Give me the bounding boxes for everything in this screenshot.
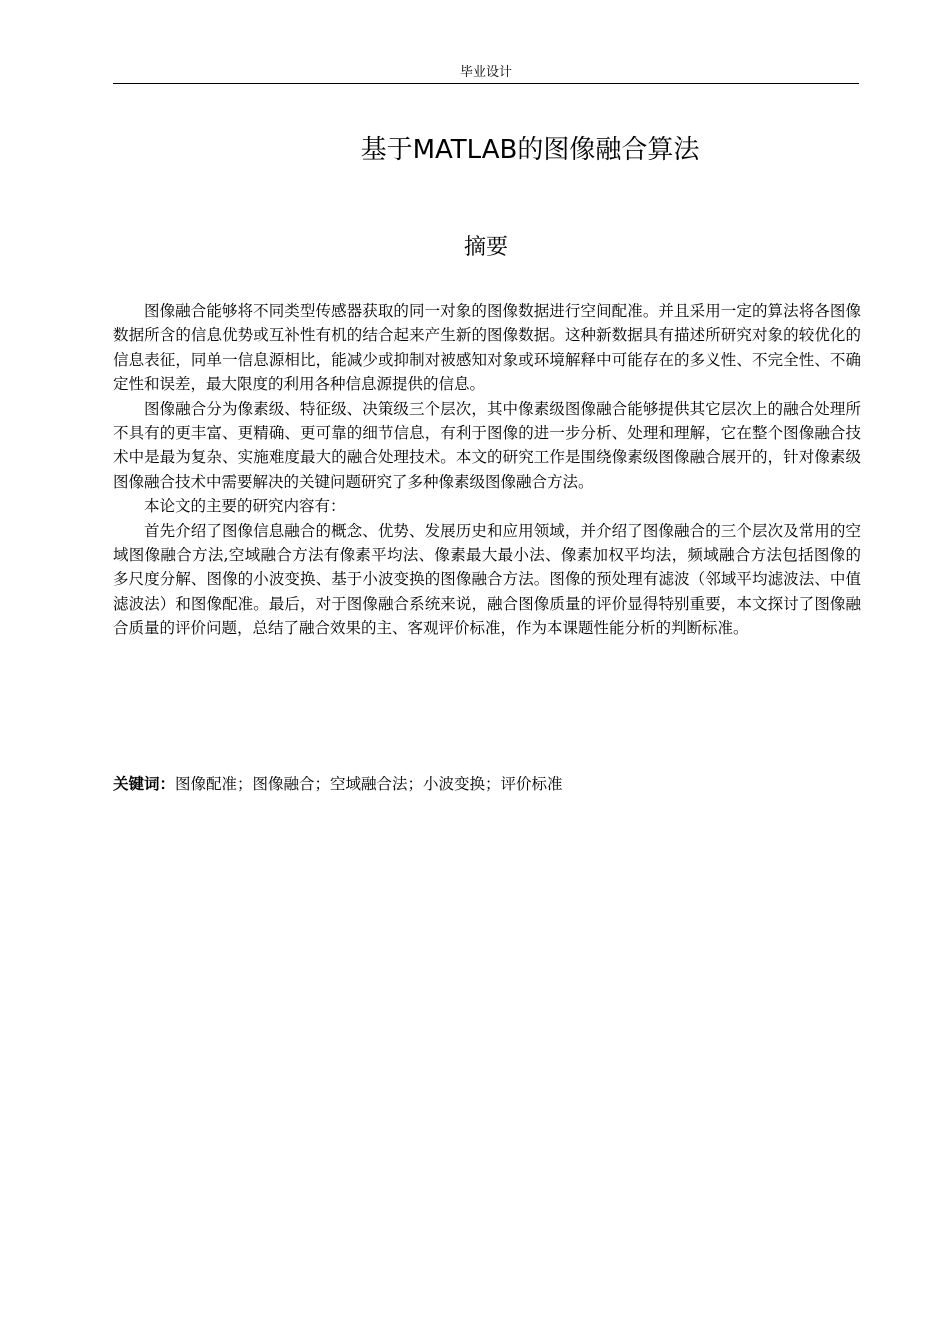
document-title: 基于MATLAB的图像融合算法 (360, 135, 700, 165)
keywords-label: 关键词： (113, 775, 176, 793)
abstract-heading: 摘要 (463, 235, 508, 260)
header-divider (113, 83, 859, 84)
abstract-paragraph-2: 图像融合分为像素级、特征级、决策级三个层次，其中像素级图像融合能够提供其它层次上的融合处理所不具有的更丰富、更精确、更可靠的细节信息，有利于图像的进一步分析、处理和理解，它在整个图像融合技术中是最为复杂、实施难度最大的融合处理技术。本文的研究工作是围绕像素级图像融合展开的，针对像素级图像融合技术中需要解决的关键问题研究了多种像素级图像融合方法。 (113, 399, 861, 491)
keywords-line (113, 772, 859, 796)
abstract-paragraph-3: 本论文的主要的研究内容有： (144, 497, 346, 516)
abstract-body (113, 299, 861, 641)
keywords-text: 图像配准；图像融合；空域融合法；小波变换；评价标准 (175, 775, 563, 793)
page-header-label: 毕业设计 (459, 65, 512, 80)
abstract-paragraph-4: 首先介绍了图像信息融合的概念、优势、发展历史和应用领域，并介绍了图像融合的三个层次及常用的空域图像融合方法,空域融合方法有像素平均法、像素最大最小法、像素加权平均法，频域融合方法包括图像的多尺度分解、图像的小波变换、基于小波变换的图像融合方法。图像的预处理有滤波（邻域平均滤波法、中值滤波法）和图像配准。最后，对于图像融合系统来说，融合图像质量的评价显得特别重要，本文探讨了图像融合质量的评价问题，总结了融合效果的主、客观评价标准，作为本课题性能分析的判断标准。 (113, 521, 861, 638)
abstract-paragraph-1: 图像融合能够将不同类型传感器获取的同一对象的图像数据进行空间配准。并且采用一定的算法将各图像数据所含的信息优势或互补性有机的结合起来产生新的图像数据。这种新数据具有描述所研究对象的较优化的信息表征，同单一信息源相比，能减少或抑制对被感知对象或环境解释中可能存在的多义性、不完全性、不确定性和误差，最大限度的利用各种信息源提供的信息。 (113, 302, 861, 394)
